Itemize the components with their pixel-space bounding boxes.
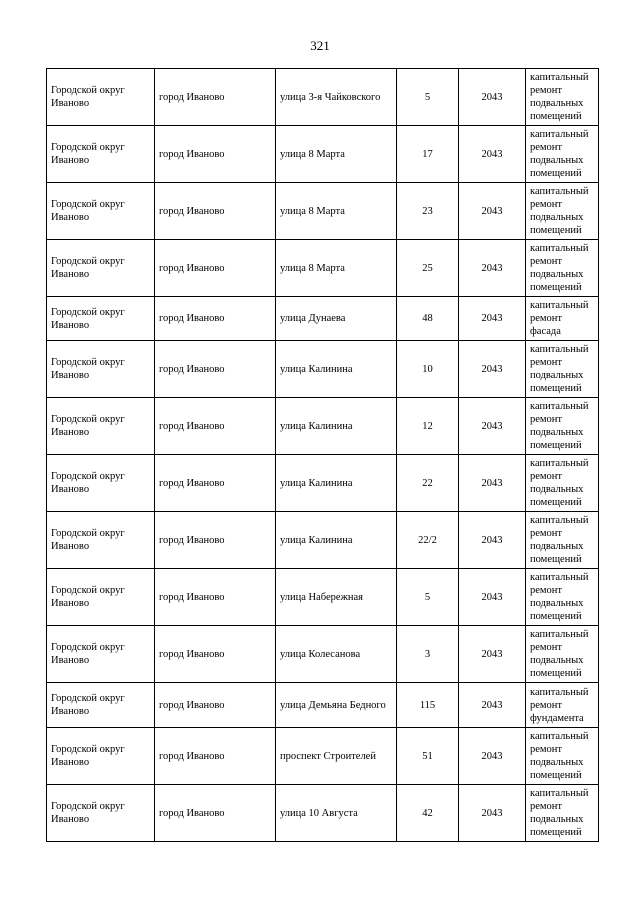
cell-year: 2043 <box>459 512 526 569</box>
cell-street: улица Дунаева <box>276 297 397 341</box>
cell-year: 2043 <box>459 69 526 126</box>
cell-work: капитальный ремонт подвальных помещений <box>526 512 599 569</box>
table-row <box>47 455 599 512</box>
cell-street: улица Колесанова <box>276 626 397 683</box>
cell-city: город Иваново <box>155 69 276 126</box>
cell-house: 5 <box>397 69 459 126</box>
cell-okrug: Городской округ Иваново <box>47 341 155 398</box>
table-body <box>47 69 599 842</box>
cell-okrug: Городской округ Иваново <box>47 785 155 842</box>
cell-work: капитальный ремонт подвальных помещений <box>526 785 599 842</box>
cell-house: 10 <box>397 341 459 398</box>
housing-repair-table <box>46 68 599 842</box>
table-row <box>47 683 599 728</box>
cell-work: капитальный ремонт подвальных помещений <box>526 626 599 683</box>
table-row <box>47 785 599 842</box>
cell-work: капитальный ремонт подвальных помещений <box>526 728 599 785</box>
cell-year: 2043 <box>459 398 526 455</box>
cell-year: 2043 <box>459 297 526 341</box>
cell-okrug: Городской округ Иваново <box>47 126 155 183</box>
table-row <box>47 341 599 398</box>
cell-street: улица 8 Марта <box>276 240 397 297</box>
cell-okrug: Городской округ Иваново <box>47 683 155 728</box>
cell-city: город Иваново <box>155 683 276 728</box>
cell-work: капитальный ремонт подвальных помещений <box>526 240 599 297</box>
cell-year: 2043 <box>459 785 526 842</box>
page-number: 321 <box>310 38 330 53</box>
cell-city: город Иваново <box>155 785 276 842</box>
cell-year: 2043 <box>459 126 526 183</box>
cell-okrug: Городской округ Иваново <box>47 69 155 126</box>
cell-house: 42 <box>397 785 459 842</box>
cell-year: 2043 <box>459 683 526 728</box>
cell-okrug: Городской округ Иваново <box>47 728 155 785</box>
cell-city: город Иваново <box>155 183 276 240</box>
cell-city: город Иваново <box>155 126 276 183</box>
cell-work: капитальный ремонт подвальных помещений <box>526 455 599 512</box>
cell-okrug: Городской округ Иваново <box>47 626 155 683</box>
table-row <box>47 297 599 341</box>
cell-house: 51 <box>397 728 459 785</box>
cell-city: город Иваново <box>155 512 276 569</box>
cell-city: город Иваново <box>155 297 276 341</box>
cell-city: город Иваново <box>155 626 276 683</box>
cell-work: капитальный ремонт фундамента <box>526 683 599 728</box>
cell-street: проспект Строителей <box>276 728 397 785</box>
table-row <box>47 183 599 240</box>
table-row <box>47 126 599 183</box>
cell-year: 2043 <box>459 183 526 240</box>
cell-work: капитальный ремонт подвальных помещений <box>526 398 599 455</box>
cell-year: 2043 <box>459 728 526 785</box>
cell-street: улица 8 Марта <box>276 183 397 240</box>
cell-okrug: Городской округ Иваново <box>47 240 155 297</box>
cell-house: 23 <box>397 183 459 240</box>
cell-house: 22/2 <box>397 512 459 569</box>
cell-city: город Иваново <box>155 398 276 455</box>
table-row <box>47 240 599 297</box>
table-row <box>47 398 599 455</box>
cell-street: улица Набережная <box>276 569 397 626</box>
cell-house: 12 <box>397 398 459 455</box>
cell-work: капитальный ремонт подвальных помещений <box>526 341 599 398</box>
table-row <box>47 69 599 126</box>
table-row <box>47 728 599 785</box>
cell-street: улица Демьяна Бедного <box>276 683 397 728</box>
cell-street: улица Калинина <box>276 512 397 569</box>
cell-street: улица 8 Марта <box>276 126 397 183</box>
cell-house: 115 <box>397 683 459 728</box>
cell-work: капитальный ремонт подвальных помещений <box>526 183 599 240</box>
cell-city: город Иваново <box>155 569 276 626</box>
cell-city: город Иваново <box>155 341 276 398</box>
cell-year: 2043 <box>459 455 526 512</box>
cell-house: 3 <box>397 626 459 683</box>
cell-work: капитальный ремонт фасада <box>526 297 599 341</box>
cell-street: улица Калинина <box>276 455 397 512</box>
cell-street: улица 10 Августа <box>276 785 397 842</box>
cell-city: город Иваново <box>155 455 276 512</box>
cell-street: улица Калинина <box>276 341 397 398</box>
cell-house: 22 <box>397 455 459 512</box>
table-row <box>47 626 599 683</box>
cell-year: 2043 <box>459 626 526 683</box>
cell-work: капитальный ремонт подвальных помещений <box>526 569 599 626</box>
cell-city: город Иваново <box>155 240 276 297</box>
cell-street: улица 3-я Чайковского <box>276 69 397 126</box>
cell-house: 17 <box>397 126 459 183</box>
cell-work: капитальный ремонт подвальных помещений <box>526 69 599 126</box>
cell-house: 5 <box>397 569 459 626</box>
cell-city: город Иваново <box>155 728 276 785</box>
cell-okrug: Городской округ Иваново <box>47 297 155 341</box>
table-row <box>47 512 599 569</box>
cell-okrug: Городской округ Иваново <box>47 569 155 626</box>
table-row <box>47 569 599 626</box>
cell-okrug: Городской округ Иваново <box>47 512 155 569</box>
cell-okrug: Городской округ Иваново <box>47 183 155 240</box>
cell-house: 48 <box>397 297 459 341</box>
cell-street: улица Калинина <box>276 398 397 455</box>
cell-year: 2043 <box>459 569 526 626</box>
cell-okrug: Городской округ Иваново <box>47 455 155 512</box>
cell-work: капитальный ремонт подвальных помещений <box>526 126 599 183</box>
cell-year: 2043 <box>459 341 526 398</box>
cell-house: 25 <box>397 240 459 297</box>
cell-year: 2043 <box>459 240 526 297</box>
cell-okrug: Городской округ Иваново <box>47 398 155 455</box>
